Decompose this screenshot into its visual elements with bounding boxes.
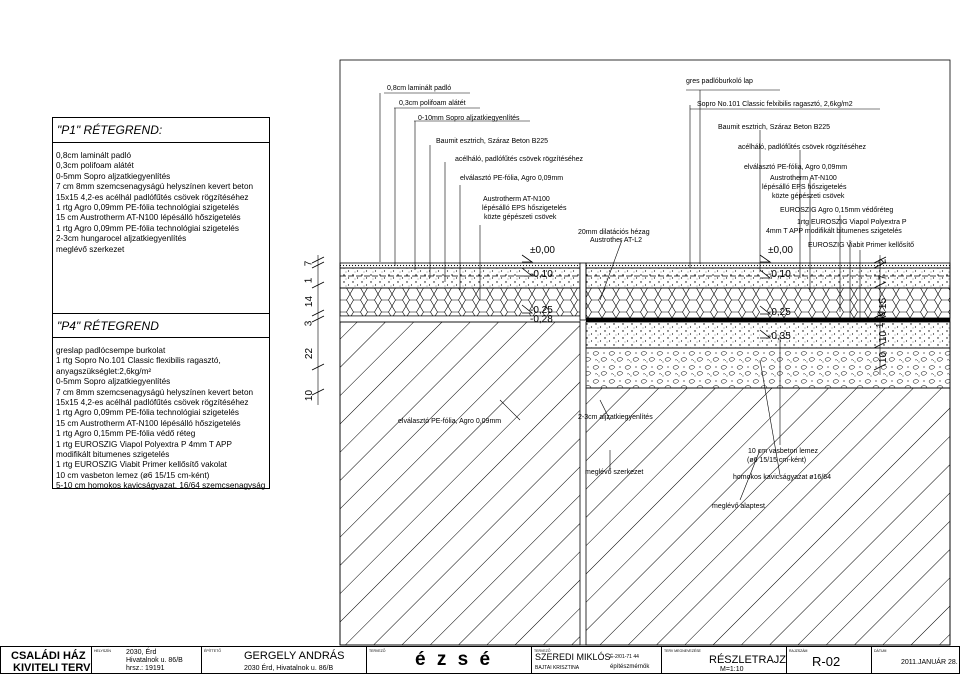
label-viabit: EUROSZIG Viabit Primer kellősítő bbox=[808, 242, 915, 249]
tb-client-caption: ÉPÍTTETŐ bbox=[204, 649, 222, 653]
dilatation-joint bbox=[580, 263, 586, 320]
tb-sheet-cell bbox=[661, 647, 786, 673]
level-right-000: ±0,00 bbox=[768, 245, 793, 256]
level-right-035: -0,35 bbox=[768, 331, 791, 342]
tb-date-cell bbox=[871, 647, 960, 673]
p4-layer: 1 rtg Sopro No.101 Classic flexibilis ragasztó, bbox=[56, 356, 221, 366]
tb-license: É-2/01-71 44 bbox=[610, 654, 639, 660]
dim-right-value: 1rtg bbox=[875, 310, 887, 329]
title-block bbox=[0, 646, 960, 674]
label-gravel: homokos kavicságyazat ø16/64 bbox=[733, 474, 832, 481]
p4-layer: 5-10 cm homokos kavicságyazat, 16/64 szemcsenagyság bbox=[56, 481, 266, 491]
tb-location-3: hrsz.: 19191 bbox=[126, 665, 165, 672]
label-austro-right-1: Austrotherm AT-N100 bbox=[770, 175, 837, 182]
tb-drawing-cell bbox=[786, 647, 871, 673]
p1-layer: 2-3cm hungarocel aljzatkiegyenlítés bbox=[56, 234, 187, 244]
p1-layer: 7 cm 8mm szemcsenagyságú helyszínen kevert beton bbox=[56, 182, 254, 192]
label-laminate: 0,8cm laminált padló bbox=[387, 85, 452, 92]
label-acelhalo-left: acélháló, padlófűtés csövek rögzítéséhez bbox=[455, 156, 584, 163]
level-left-000: ±0,00 bbox=[530, 245, 555, 256]
tb-sheet: RÉSZLETRAJZ bbox=[709, 654, 787, 666]
level-left-010: -0,10 bbox=[530, 269, 553, 280]
label-pe-right: elválasztó PE-fólia, Agro 0,09mm bbox=[744, 164, 848, 171]
label-dilatation-1: 20mm dilatációs hézag bbox=[578, 229, 650, 236]
tb-drawing-caption: RAJZSZÁM bbox=[789, 649, 808, 653]
level-left-028: -0,28 bbox=[530, 314, 553, 325]
tb-client-address: 2030 Érd, Hivatalnok u. 86/B bbox=[244, 665, 334, 672]
label-hungarocel: 2-3cm aljzatkiegyenlítés bbox=[578, 414, 653, 421]
dim-left-value: 14 bbox=[304, 295, 316, 308]
dim-left-value: 22 bbox=[304, 347, 316, 360]
tb-drawing-number: R-02 bbox=[812, 654, 841, 669]
tb-location-2: Hivatalnok u. 86/B bbox=[126, 657, 183, 664]
dim-right-value: 7 bbox=[877, 274, 889, 281]
tb-project-1: CSALÁDI HÁZ bbox=[11, 650, 86, 662]
label-gres: gres padlóburkoló lap bbox=[686, 78, 753, 85]
gravel-bed bbox=[586, 348, 950, 388]
level-marker bbox=[760, 255, 770, 262]
p4-layer: 1 rtg Agro 0,09mm PE-fólia technológiai szigetelés bbox=[56, 408, 239, 418]
label-foundation: meglévő alaptest bbox=[712, 503, 765, 510]
level-right-010: -0,10 bbox=[768, 269, 791, 280]
level-marker bbox=[522, 255, 532, 262]
p1-layer: 15x15 4,2-es acélhál padlófűtés csövek rögzítéséhez bbox=[56, 192, 249, 202]
dim-right-value: 10 bbox=[878, 351, 890, 364]
label-esztrich-left: Baumit esztrich, Száraz Beton B225 bbox=[436, 138, 549, 145]
label-viapol-2: 4mm T APP modifikált bitumenes szigetelés bbox=[766, 228, 902, 235]
label-sopro: 0-10mm Sopro aljzatkiegyenlítés bbox=[418, 115, 520, 122]
p1-layer: 1 rtg Agro 0,09mm PE-fólia technológiai szigetelés bbox=[56, 223, 239, 233]
label-pe-bottom: elválasztó PE-fólia, Agro 0,09mm bbox=[398, 418, 502, 425]
tb-sheet-caption: TERV MEGNEVEZÉSE bbox=[664, 649, 701, 653]
tb-scale: M=1:10 bbox=[720, 666, 744, 673]
dim-left-value: 1 bbox=[303, 277, 315, 284]
tb-location-cell bbox=[91, 647, 201, 673]
label-esztrich-right: Baumit esztrich, Száraz Beton B225 bbox=[718, 124, 831, 131]
tb-location-caption: HELYSZÍN bbox=[94, 649, 111, 653]
level-right-025: -0,25 bbox=[768, 307, 791, 318]
p4-title: "P4" RÉTEGREND bbox=[57, 319, 159, 333]
p4-layer: 10 cm vasbeton lemez (ø6 15/15 cm-ként) bbox=[56, 470, 210, 480]
p1-layer: 0-5mm Sopro aljzatkiegyenlítés bbox=[56, 171, 171, 181]
tb-project-2: KIVITELI TERV bbox=[13, 662, 91, 674]
label-acelhalo-right: acélháló, padlófűtés csövek rögzítéséhez bbox=[738, 144, 867, 151]
tb-designer-caption: TERVEZŐ bbox=[369, 649, 386, 653]
tb-designer-cell bbox=[366, 647, 531, 673]
tb-date-caption: DÁTUM bbox=[874, 649, 887, 653]
label-polifoam: 0,3cm polifoam alátét bbox=[399, 100, 466, 107]
tile-layer bbox=[586, 263, 950, 268]
label-austro-right-3: közte gépészeti csövek bbox=[772, 193, 845, 200]
p1-title: "P1" RÉTEGREND: bbox=[57, 123, 163, 137]
label-rc-slab-1: 10 cm vasbeton lemez bbox=[748, 448, 819, 455]
p1-layer: 0,8cm laminált padló bbox=[56, 151, 132, 160]
label-viapol-1: 1rtg EUROSZIG Viapol Polyextra P bbox=[797, 219, 907, 226]
p4-layer: 0-5mm Sopro aljzatkiegyenlítés bbox=[56, 377, 171, 387]
label-sopro101: Sopro No.101 Classic felxibilis ragasztó, 2,6kg/m2 bbox=[697, 101, 853, 108]
p1-layer: 1 rtg Agro 0,09mm PE-fólia technológiai szigetelés bbox=[56, 203, 239, 213]
p4-layer: 15 cm Austrotherm AT-N100 lépésálló hőszigetelés bbox=[56, 418, 241, 428]
p4-layer: 15x15 4,2-es acélhál padlófűtés csövek rögzítéséhez bbox=[56, 398, 249, 408]
p4-layer: greslap padlócsempe burkolat bbox=[56, 346, 166, 355]
p4-layer: 1 rtg Agro 0,15mm PE-fólia védő réteg bbox=[56, 429, 196, 439]
tb-architect: SZEREDI MIKLÓS bbox=[535, 652, 611, 662]
tb-project-cell bbox=[1, 647, 91, 673]
label-austro-left-1: Austrotherm AT-N100 bbox=[483, 196, 550, 203]
p4-layer: 1 rtg EUROSZIG Viapol Polyextra P 4mm T APP bbox=[56, 439, 232, 449]
tb-architect-cell bbox=[531, 647, 661, 673]
tb-client-cell bbox=[201, 647, 366, 673]
p4-layer: anyagszükséglet:2,6kg/m² bbox=[56, 366, 152, 376]
dim-left-value: 7 bbox=[303, 260, 315, 267]
p4-layer: modifikált bitumenes szigetelés bbox=[56, 450, 170, 460]
dim-right-value: 2 bbox=[877, 258, 889, 265]
p4-layer: 7 cm 8mm szemcsenagyságú helyszínen kevert beton bbox=[56, 387, 254, 397]
label-austro-left-2: lépésálló EPS hőszigetelés bbox=[482, 205, 567, 212]
label-dilatation-2: Austrother AT-L2 bbox=[590, 237, 643, 244]
tb-date: 2011.JANUÁR 28. bbox=[901, 659, 958, 666]
label-existing-structure: meglévő szerkezet bbox=[585, 469, 644, 476]
dim-left-value: 3 bbox=[303, 320, 315, 327]
foundation bbox=[586, 388, 950, 645]
existing-slab-left bbox=[340, 322, 580, 645]
tb-designer-logo: é z s é bbox=[415, 649, 494, 670]
label-euroszig-015: EUROSZIG Agro 0,15mm védőréteg bbox=[780, 207, 894, 214]
label-austro-right-2: lépésálló EPS hőszigetelés bbox=[762, 184, 847, 191]
tb-license-2: építészmérnök bbox=[610, 664, 650, 670]
dim-right-value: 15 bbox=[878, 297, 890, 310]
p4-layer: 1 rtg EUROSZIG Viabit Primer kellősítő vakolat bbox=[56, 460, 227, 470]
tb-location-1: 2030, Érd bbox=[126, 649, 157, 656]
dim-right-value: 10 bbox=[878, 330, 890, 343]
p1-layer: 15 cm Austrotherm AT-N100 lépésálló hőszigetelés bbox=[56, 213, 241, 223]
p1-layer: meglévő szerkezet bbox=[56, 244, 125, 254]
tb-client: GERGELY ANDRÁS bbox=[244, 650, 345, 662]
label-austro-left-3: közte gépészeti csövek bbox=[484, 214, 557, 221]
label-pe-left: elválasztó PE-fólia, Agro 0,09mm bbox=[460, 175, 564, 182]
tb-architect-caption: TERVEZŐ bbox=[534, 649, 551, 653]
tb-architect-2: BAJTAI KRISZTINA bbox=[535, 665, 580, 671]
level-left-025: -0,25 bbox=[530, 305, 553, 316]
membrane-layer bbox=[586, 318, 950, 322]
p1-layer: 0,3cm polifoam alátét bbox=[56, 161, 134, 171]
dim-left-value: 10 bbox=[304, 389, 316, 402]
label-rc-slab-2: (ø6 15/15 cm-ként) bbox=[747, 457, 807, 464]
